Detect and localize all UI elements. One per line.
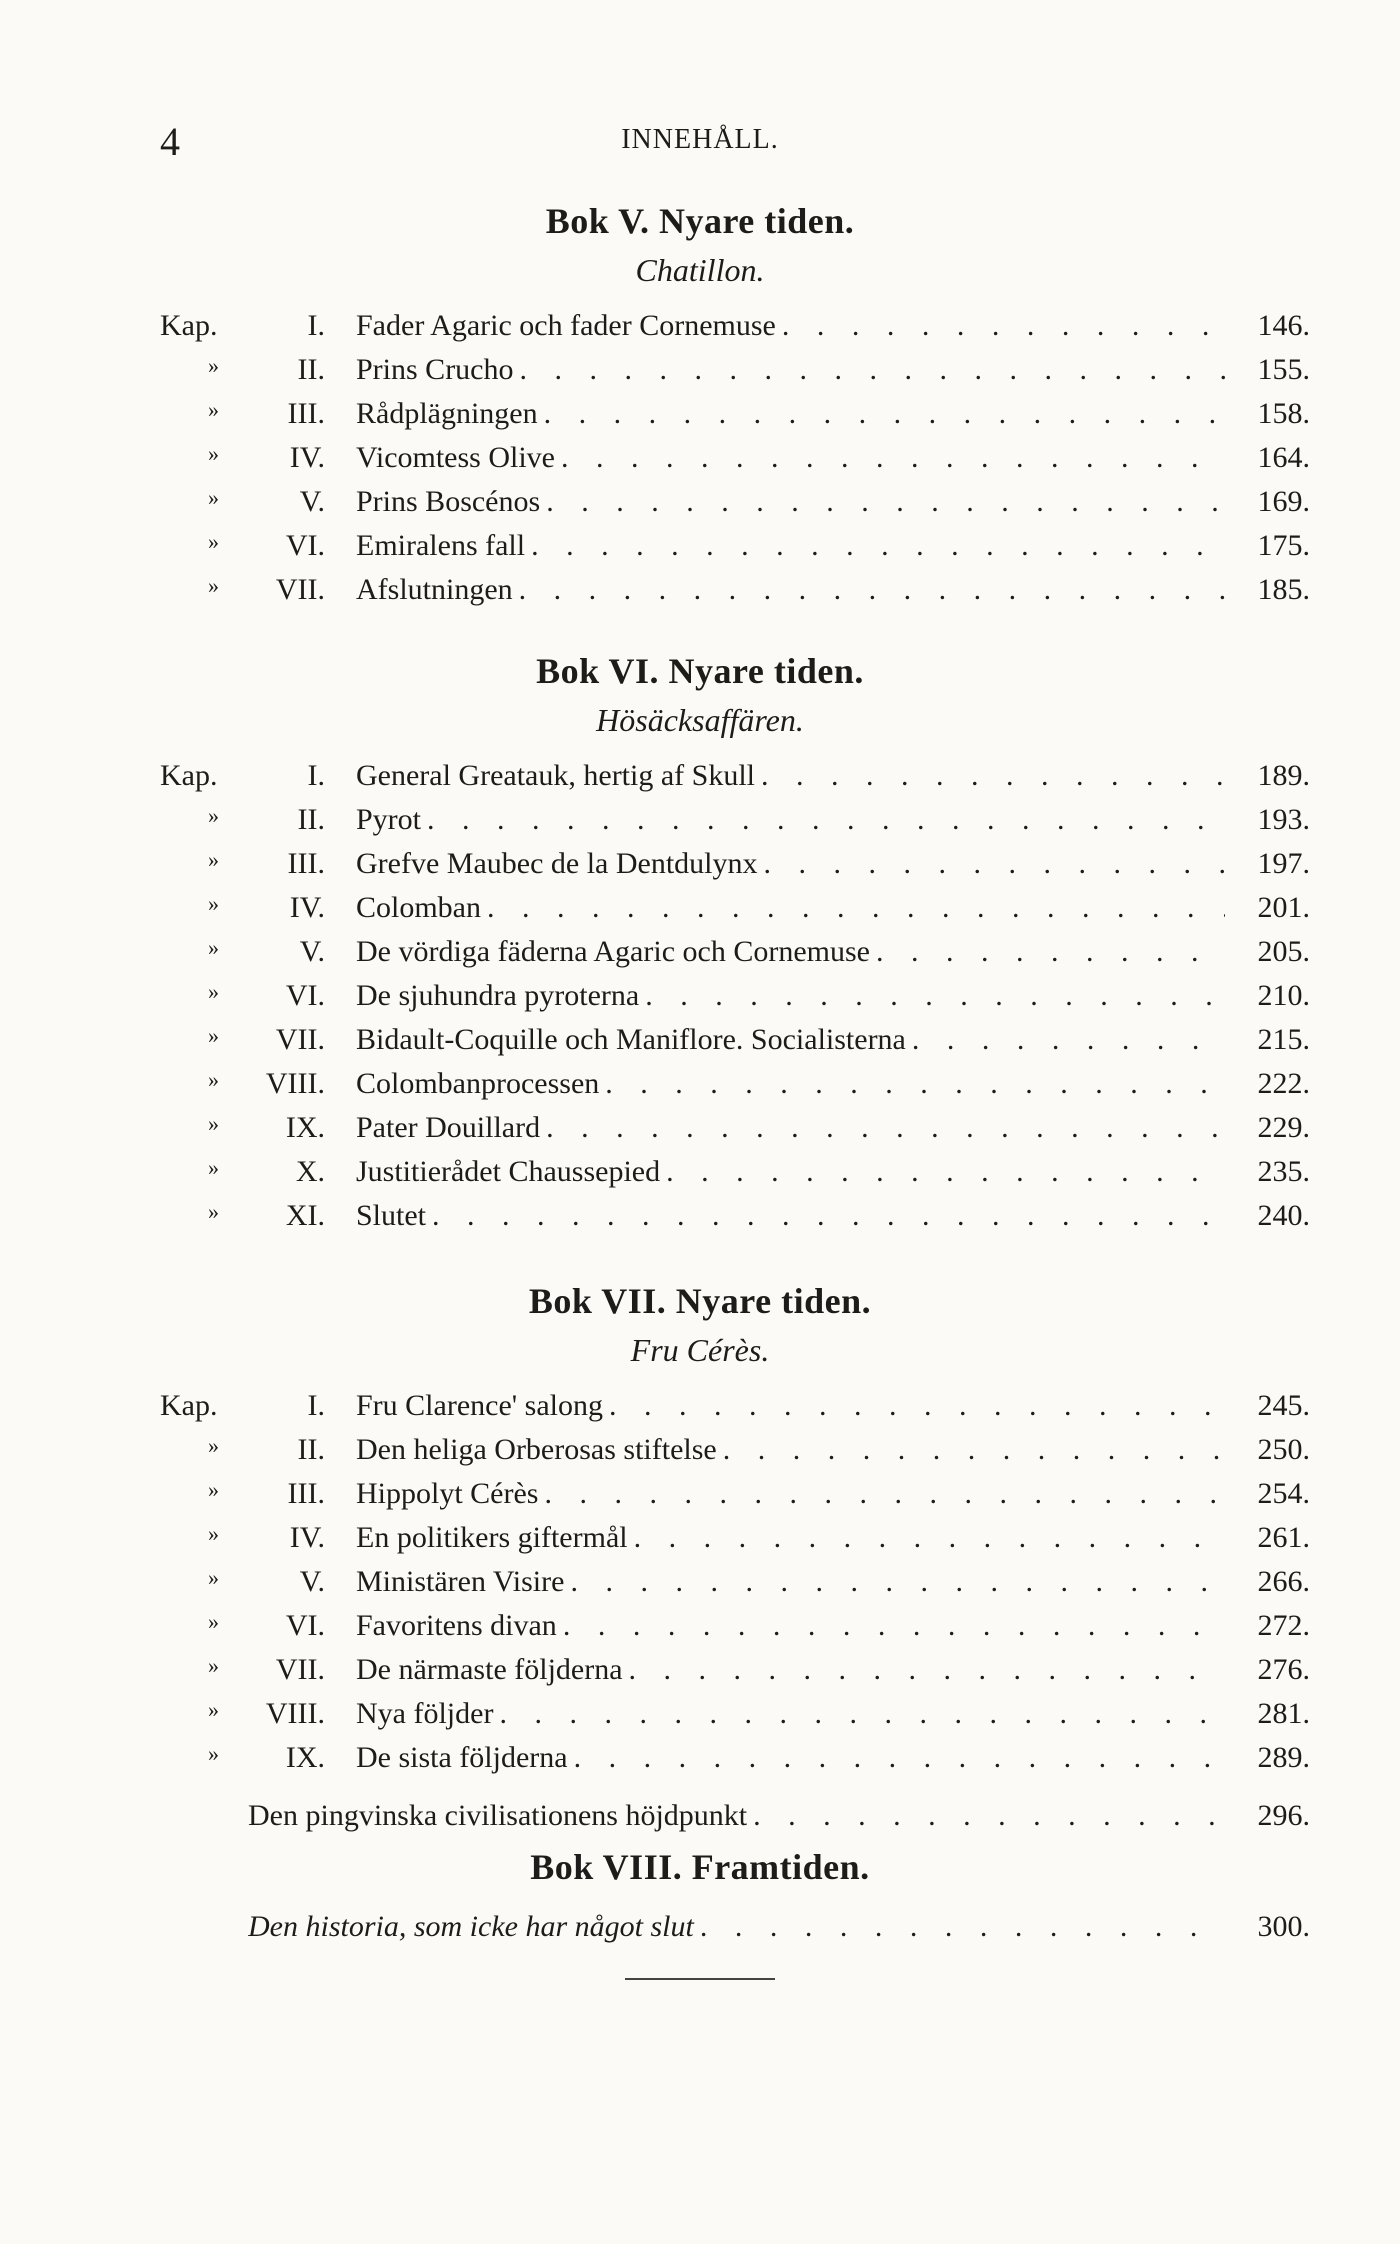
- chapter-title: Pater Douillard: [356, 1111, 541, 1144]
- ditto-mark: »: [208, 397, 219, 422]
- dot-leader: [723, 1433, 1225, 1467]
- chapter-list: [0, 1389, 1400, 1843]
- chapter-number: VI.: [285, 529, 325, 562]
- chapter-number: III.: [287, 397, 325, 430]
- dot-leader: [629, 1653, 1225, 1687]
- page-ref: 296.: [1257, 1799, 1310, 1832]
- chapter-title: Prins Crucho: [356, 353, 514, 386]
- ditto-mark: »: [208, 1565, 219, 1590]
- page-ref: 276.: [1257, 1653, 1310, 1686]
- chapter-number: V.: [299, 1565, 325, 1598]
- dot-leader: [546, 1111, 1225, 1145]
- book-title: Bok VIII. Framtiden.: [530, 1847, 870, 1887]
- page-ref: 266.: [1257, 1565, 1310, 1598]
- toc-row: [0, 353, 1400, 397]
- toc-row: [0, 1199, 1400, 1243]
- dot-leader: [561, 441, 1225, 475]
- chapter-title: Colombanprocessen: [356, 1067, 600, 1100]
- page-ref: 215.: [1257, 1023, 1310, 1056]
- toc-row: [0, 1477, 1400, 1521]
- book-section: [0, 1846, 1400, 1954]
- chapter-number: I.: [307, 1389, 325, 1422]
- toc-row: [0, 1799, 1400, 1843]
- dot-leader: [487, 891, 1225, 925]
- ditto-mark: »: [208, 1653, 219, 1678]
- toc-row: [0, 847, 1400, 891]
- toc-row: [0, 309, 1400, 353]
- chapter-number: IV.: [289, 1521, 325, 1554]
- page-number: 4: [160, 119, 180, 164]
- dot-leader: [427, 803, 1225, 837]
- ditto-mark: »: [208, 1067, 219, 1092]
- ditto-mark: »: [208, 1477, 219, 1502]
- dot-leader: [634, 1521, 1225, 1555]
- chapter-number: VII.: [275, 1023, 325, 1056]
- page-ref: 245.: [1257, 1389, 1310, 1422]
- ditto-mark: »: [208, 485, 219, 510]
- dot-leader: [912, 1023, 1225, 1057]
- book-section: [0, 1280, 1400, 1843]
- chapter-number: V.: [299, 485, 325, 518]
- toc-row: [0, 1111, 1400, 1155]
- dot-leader: [574, 1741, 1225, 1775]
- book-title: Bok VI. Nyare tiden.: [536, 651, 864, 691]
- page-ref: 164.: [1257, 441, 1310, 474]
- toc-row: [0, 529, 1400, 573]
- toc-row: [0, 803, 1400, 847]
- dot-leader: [700, 1910, 1225, 1944]
- toc-row: [0, 1155, 1400, 1199]
- dot-leader: [782, 309, 1225, 343]
- page-ref: 300.: [1257, 1910, 1310, 1943]
- kap-label: Kap.: [160, 1389, 218, 1422]
- toc-row: [0, 1910, 1400, 1954]
- chapter-title: En politikers giftermål: [356, 1521, 628, 1554]
- closing-entry-title: Den pingvinska civilisationens höjdpunkt: [248, 1799, 748, 1832]
- chapter-number: VIII.: [265, 1067, 325, 1100]
- toc-row: [0, 1741, 1400, 1785]
- toc-row: [0, 891, 1400, 935]
- toc-row: [0, 1067, 1400, 1111]
- chapter-title: Vicomtess Olive: [356, 441, 555, 474]
- ditto-mark: »: [208, 353, 219, 378]
- chapter-title: Colomban: [356, 891, 481, 924]
- chapter-title: Fader Agaric och fader Cornemuse: [356, 309, 776, 342]
- ditto-mark: »: [208, 1155, 219, 1180]
- dot-leader: [531, 529, 1225, 563]
- chapter-number: II.: [297, 803, 325, 836]
- page-ref: 205.: [1257, 935, 1310, 968]
- dot-leader: [499, 1697, 1225, 1731]
- toc-row: [0, 1697, 1400, 1741]
- toc-row: [0, 1433, 1400, 1477]
- chapter-number: VIII.: [265, 1697, 325, 1730]
- dot-leader: [544, 1477, 1225, 1511]
- ditto-mark: »: [208, 1433, 219, 1458]
- toc-row: [0, 1389, 1400, 1433]
- toc-row: [0, 1521, 1400, 1565]
- chapter-number: VII.: [275, 573, 325, 606]
- page-ref: 158.: [1257, 397, 1310, 430]
- chapter-number: II.: [297, 1433, 325, 1466]
- page-ref: 210.: [1257, 979, 1310, 1012]
- chapter-title: Bidault-Coquille och Maniflore. Socialisterna: [356, 1023, 906, 1056]
- chapter-number: VI.: [285, 1609, 325, 1642]
- dot-leader: [519, 573, 1225, 607]
- chapter-list: [0, 759, 1400, 1243]
- chapter-title: Afslutningen: [356, 573, 513, 606]
- book-title: Bok V. Nyare tiden.: [545, 201, 855, 241]
- ditto-mark: »: [208, 1199, 219, 1224]
- chapter-list: [0, 309, 1400, 617]
- page-ref: 254.: [1257, 1477, 1310, 1510]
- ditto-mark: »: [208, 573, 219, 598]
- chapter-number: IV.: [289, 441, 325, 474]
- closing-rule: [625, 1978, 775, 1980]
- chapter-number: IV.: [289, 891, 325, 924]
- dot-leader: [520, 353, 1226, 387]
- ditto-mark: »: [208, 891, 219, 916]
- page-ref: 272.: [1257, 1609, 1310, 1642]
- chapter-number: III.: [287, 1477, 325, 1510]
- chapter-title: Prins Boscénos: [356, 485, 541, 518]
- book-section: [0, 200, 1400, 617]
- ditto-mark: »: [208, 1609, 219, 1634]
- toc-row: [0, 1565, 1400, 1609]
- page-ref: 261.: [1257, 1521, 1310, 1554]
- book-subtitle: Hösäcksaffären.: [596, 702, 804, 738]
- chapter-title: General Greatauk, hertig af Skull: [356, 759, 756, 792]
- dot-leader: [666, 1155, 1225, 1189]
- chapter-number: I.: [307, 759, 325, 792]
- ditto-mark: »: [208, 1023, 219, 1048]
- chapter-number: VI.: [285, 979, 325, 1012]
- dot-leader: [544, 397, 1225, 431]
- chapter-number: I.: [307, 309, 325, 342]
- page-ref: 185.: [1257, 573, 1310, 606]
- chapter-number: II.: [297, 353, 325, 386]
- toc-row: [0, 1653, 1400, 1697]
- ditto-mark: »: [208, 441, 219, 466]
- page-ref: 250.: [1257, 1433, 1310, 1466]
- toc-row: [0, 1609, 1400, 1653]
- toc-row: [0, 573, 1400, 617]
- page-ref: 281.: [1257, 1697, 1310, 1730]
- ditto-mark: »: [208, 1697, 219, 1722]
- entry-title: Den historia, som icke har något slut: [248, 1910, 694, 1943]
- chapter-number: IX.: [285, 1111, 325, 1144]
- chapter-title: Emiralens fall: [356, 529, 526, 562]
- ditto-mark: »: [208, 529, 219, 554]
- ditto-mark: »: [208, 847, 219, 872]
- ditto-mark: »: [208, 935, 219, 960]
- chapter-number: IX.: [285, 1741, 325, 1774]
- dot-leader: [761, 759, 1225, 793]
- toc-row: [0, 441, 1400, 485]
- chapter-title: Fru Clarence' salong: [356, 1389, 604, 1422]
- page-ref: 197.: [1257, 847, 1310, 880]
- chapter-title: Slutet: [356, 1199, 427, 1232]
- toc-row: [0, 935, 1400, 979]
- chapter-number: XI.: [285, 1199, 325, 1232]
- chapter-title: Favoritens divan: [356, 1609, 557, 1642]
- page-ref: 289.: [1257, 1741, 1310, 1774]
- chapter-title: Rådplägningen: [356, 397, 538, 430]
- chapter-number: X.: [295, 1155, 325, 1188]
- ditto-mark: »: [208, 979, 219, 1004]
- page-ref: 240.: [1257, 1199, 1310, 1232]
- dot-leader: [605, 1067, 1225, 1101]
- chapter-title: Hippolyt Cérès: [356, 1477, 539, 1510]
- toc-row: [0, 397, 1400, 441]
- dot-leader: [764, 847, 1225, 881]
- dot-leader: [609, 1389, 1225, 1423]
- chapter-title: Grefve Maubec de la Dentdulynx: [356, 847, 758, 880]
- book-section: [0, 650, 1400, 1243]
- chapter-title: De närmaste följderna: [356, 1653, 623, 1686]
- chapter-title: Den heliga Orberosas stiftelse: [356, 1433, 717, 1466]
- page-ref: 146.: [1257, 309, 1310, 342]
- page-ref: 201.: [1257, 891, 1310, 924]
- toc-row: [0, 979, 1400, 1023]
- ditto-mark: »: [208, 1111, 219, 1136]
- dot-leader: [563, 1609, 1225, 1643]
- page-ref: 193.: [1257, 803, 1310, 836]
- dot-leader: [546, 485, 1225, 519]
- page-ref: 169.: [1257, 485, 1310, 518]
- dot-leader: [645, 979, 1225, 1013]
- chapter-number: VII.: [275, 1653, 325, 1686]
- dot-leader: [876, 935, 1225, 969]
- chapter-title: De sista följderna: [356, 1741, 568, 1774]
- book-subtitle: Fru Cérès.: [630, 1332, 770, 1368]
- dot-leader: [432, 1199, 1225, 1233]
- page-ref: 222.: [1257, 1067, 1310, 1100]
- dot-leader: [570, 1565, 1225, 1599]
- chapter-title: Pyrot: [356, 803, 422, 836]
- page-ref: 235.: [1257, 1155, 1310, 1188]
- ditto-mark: »: [208, 1521, 219, 1546]
- book-subtitle: Chatillon.: [635, 252, 765, 288]
- running-head: INNEHÅLL.: [621, 124, 779, 155]
- chapter-number: III.: [287, 847, 325, 880]
- chapter-number: V.: [299, 935, 325, 968]
- kap-label: Kap.: [160, 759, 218, 792]
- ditto-mark: »: [208, 1741, 219, 1766]
- chapter-title: De sjuhundra pyroterna: [356, 979, 640, 1012]
- kap-label: Kap.: [160, 309, 218, 342]
- book-title: Bok VII. Nyare tiden.: [528, 1281, 872, 1321]
- chapter-title: Justitierådet Chaussepied: [356, 1155, 661, 1188]
- chapter-title: De vördiga fäderna Agaric och Cornemuse: [356, 935, 870, 968]
- dot-leader: [753, 1799, 1225, 1833]
- toc-row: [0, 1023, 1400, 1067]
- page-ref: 189.: [1257, 759, 1310, 792]
- page-ref: 155.: [1257, 353, 1310, 386]
- ditto-mark: »: [208, 803, 219, 828]
- toc-row: [0, 485, 1400, 529]
- chapter-title: Ministären Visire: [356, 1565, 565, 1598]
- toc-row: [0, 759, 1400, 803]
- chapter-title: Nya följder: [356, 1697, 494, 1730]
- page-ref: 175.: [1257, 529, 1310, 562]
- page-ref: 229.: [1257, 1111, 1310, 1144]
